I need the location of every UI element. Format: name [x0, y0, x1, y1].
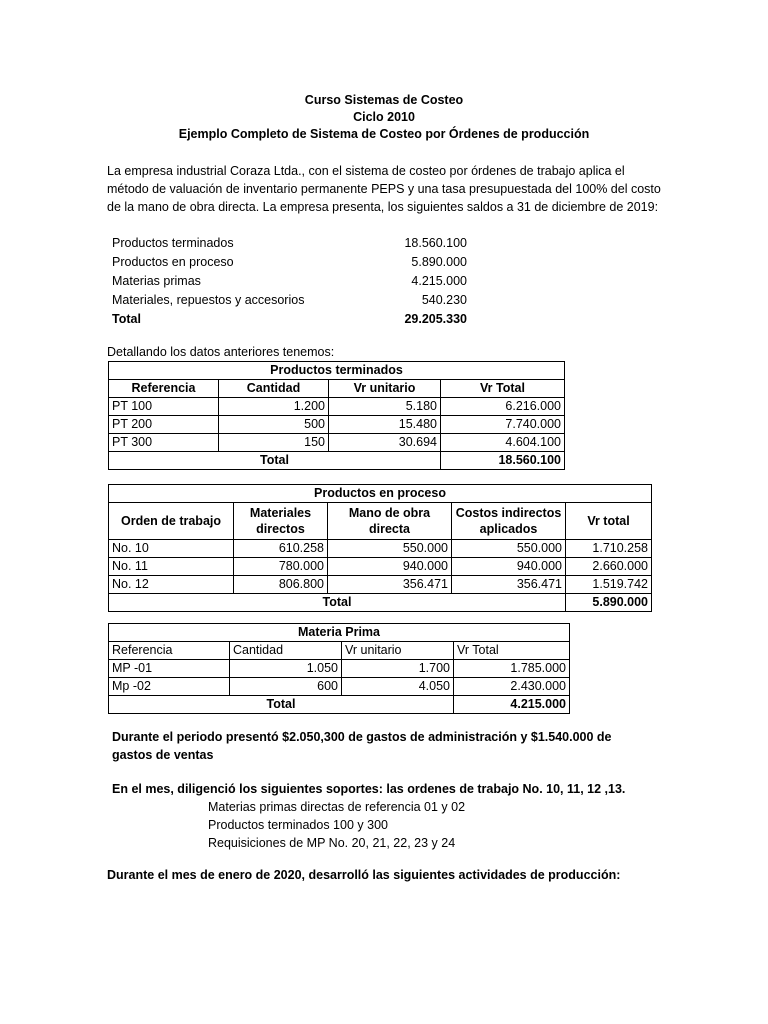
- finished-goods-table: [108, 361, 565, 470]
- raw-materials-table: [108, 623, 570, 714]
- balance-row: [112, 252, 467, 271]
- cell: No. 12: [109, 576, 234, 594]
- balance-row: [112, 290, 467, 309]
- table-row: [109, 416, 565, 434]
- cell: 1.785.000: [454, 660, 570, 678]
- support-item: Productos terminados 100 y 300: [208, 818, 388, 832]
- cell: 1.050: [230, 660, 342, 678]
- table-title: Productos terminados: [109, 362, 565, 380]
- balance-label: Total: [112, 311, 141, 326]
- table-row: [109, 678, 570, 696]
- support-item: Requisiciones de MP No. 20, 21, 22, 23 y 24: [208, 836, 456, 850]
- detail-label: Detallando los datos anteriores tenemos:: [107, 345, 335, 359]
- balance-value: 540.230: [421, 292, 467, 307]
- balance-value: 29.205.330: [404, 311, 467, 326]
- total-row: [109, 452, 565, 470]
- cell: 5.180: [329, 398, 441, 416]
- balance-value: 5.890.000: [411, 254, 467, 269]
- balance-label: Productos terminados: [112, 235, 234, 250]
- balance-label: Materiales, repuestos y accesorios: [112, 292, 305, 307]
- column-header: Cantidad: [219, 380, 329, 398]
- cell: 7.740.000: [441, 416, 565, 434]
- table-row: [109, 558, 652, 576]
- balance-label: Materias primas: [112, 273, 201, 288]
- table-row: [109, 540, 652, 558]
- column-header: Vr Total: [454, 642, 570, 660]
- cell: Mp -02: [109, 678, 230, 696]
- title-example: Ejemplo Completo de Sistema de Costeo por Órdenes de producción: [178, 127, 590, 141]
- wip-table: [108, 484, 652, 612]
- total-row: [109, 594, 652, 612]
- cell: PT 200: [109, 416, 219, 434]
- cell: 30.694: [329, 434, 441, 452]
- cell: 1.519.742: [566, 576, 652, 594]
- column-header: Vr unitario: [329, 380, 441, 398]
- cell: 15.480: [329, 416, 441, 434]
- january-paragraph: Durante el mes de enero de 2020, desarrolló las siguientes actividades de producción:: [107, 868, 621, 882]
- total-value: 5.890.000: [566, 594, 652, 612]
- column-header: Materiales directos: [234, 503, 328, 540]
- cell: 4.604.100: [441, 434, 565, 452]
- total-label: Total: [109, 594, 566, 612]
- cell: 356.471: [452, 576, 566, 594]
- balance-value: 18.560.100: [404, 235, 467, 250]
- balances-table: [112, 233, 467, 328]
- column-header: Vr Total: [441, 380, 565, 398]
- document-title: [0, 92, 768, 143]
- table-title: Productos en proceso: [109, 485, 652, 503]
- title-course: Curso Sistemas de Costeo: [304, 93, 464, 107]
- cell: No. 10: [109, 540, 234, 558]
- title-cycle: Ciclo 2010: [353, 110, 415, 124]
- expenses-paragraph: Durante el periodo presentó $2.050,300 de gastos de administración y $1.540.000 de gastos de ventas: [112, 730, 612, 762]
- total-value: 18.560.100: [441, 452, 565, 470]
- cell: 1.200: [219, 398, 329, 416]
- column-header: Referencia: [109, 642, 230, 660]
- column-header: Mano de obra directa: [328, 503, 452, 540]
- column-header: Costos indirectos aplicados: [452, 503, 566, 540]
- cell: PT 100: [109, 398, 219, 416]
- total-value: 4.215.000: [454, 696, 570, 714]
- table-title: Materia Prima: [109, 624, 570, 642]
- column-header: Orden de trabajo: [109, 503, 234, 540]
- cell: 806.800: [234, 576, 328, 594]
- table-row: [109, 434, 565, 452]
- cell: 4.050: [342, 678, 454, 696]
- supports-intro: En el mes, diligenció los siguientes soportes: las ordenes de trabajo No. 10, 11, 12 ,13.: [112, 782, 626, 796]
- balance-row: [112, 233, 467, 252]
- total-row: [109, 696, 570, 714]
- column-header: Vr total: [566, 503, 652, 540]
- cell: 1.700: [342, 660, 454, 678]
- column-header: Vr unitario: [342, 642, 454, 660]
- column-header: Referencia: [109, 380, 219, 398]
- cell: 1.710.258: [566, 540, 652, 558]
- cell: 2.660.000: [566, 558, 652, 576]
- cell: PT 300: [109, 434, 219, 452]
- cell: 600: [230, 678, 342, 696]
- cell: 550.000: [328, 540, 452, 558]
- cell: 940.000: [452, 558, 566, 576]
- support-item: Materias primas directas de referencia 01 y 02: [208, 800, 466, 814]
- supports-paragraph: [112, 780, 672, 852]
- cell: 150: [219, 434, 329, 452]
- cell: 356.471: [328, 576, 452, 594]
- cell: No. 11: [109, 558, 234, 576]
- column-header: Cantidad: [230, 642, 342, 660]
- table-row: [109, 576, 652, 594]
- intro-paragraph: La empresa industrial Coraza Ltda., con el sistema de costeo por órdenes de trabajo aplica el método de valuación de inventario permanente PEPS y una tasa presupuestada del 100% del costo de la mano de obra directa. La empresa presenta, los siguientes saldos a 31 de diciembre de 2019:: [107, 164, 661, 214]
- balance-label: Productos en proceso: [112, 254, 234, 269]
- cell: MP -01: [109, 660, 230, 678]
- cell: 780.000: [234, 558, 328, 576]
- cell: 2.430.000: [454, 678, 570, 696]
- cell: 610.258: [234, 540, 328, 558]
- table-row: [109, 398, 565, 416]
- balance-total-row: [112, 309, 467, 328]
- table-row: [109, 660, 570, 678]
- cell: 550.000: [452, 540, 566, 558]
- cell: 6.216.000: [441, 398, 565, 416]
- total-label: Total: [109, 452, 441, 470]
- total-label: Total: [109, 696, 454, 714]
- cell: 940.000: [328, 558, 452, 576]
- cell: 500: [219, 416, 329, 434]
- balance-row: [112, 271, 467, 290]
- balance-value: 4.215.000: [411, 273, 467, 288]
